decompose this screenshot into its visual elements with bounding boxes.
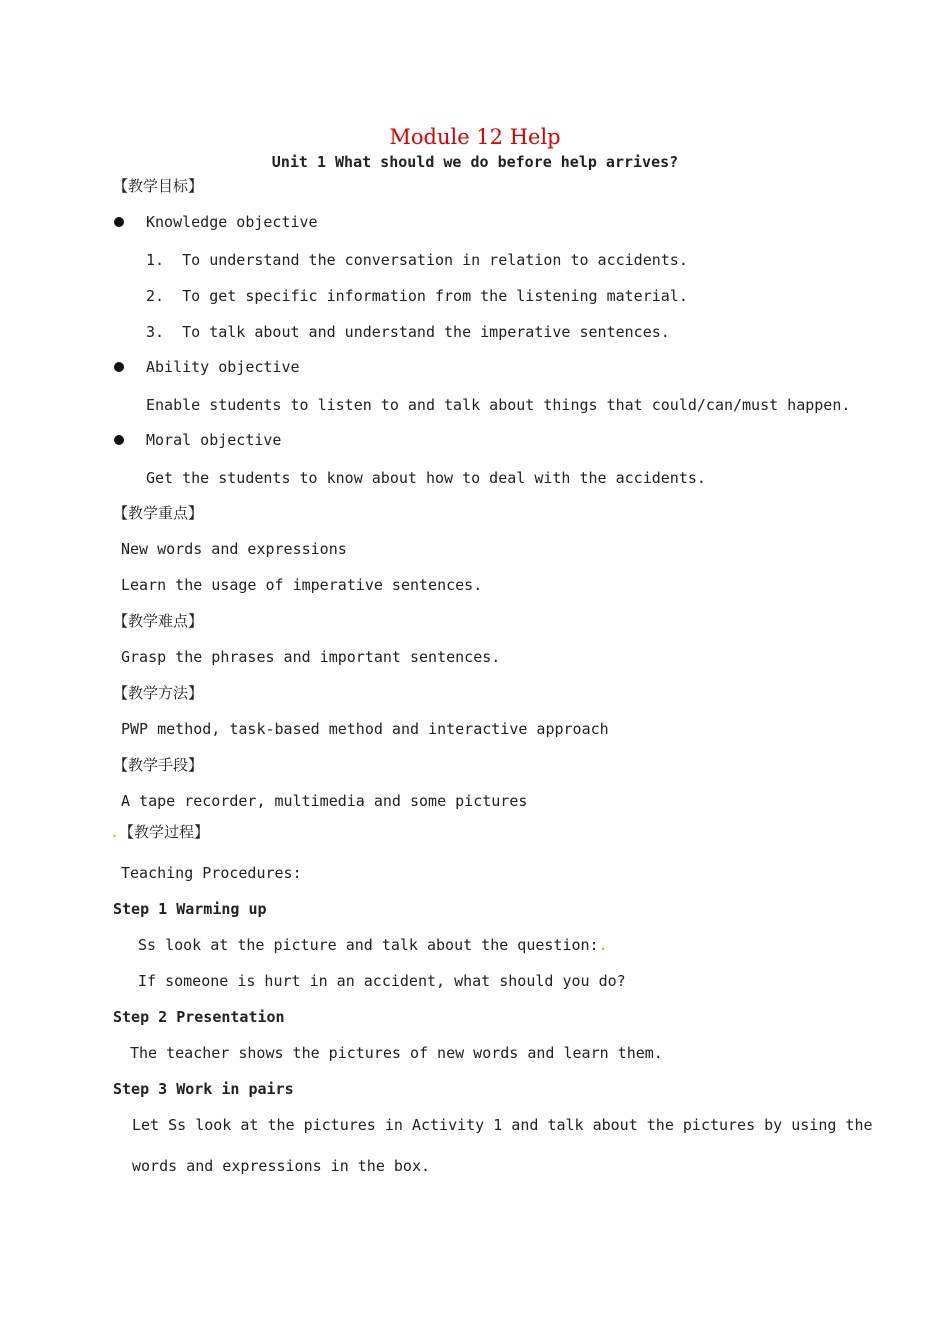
key-point: New words and expressions [121, 540, 347, 558]
key-points-heading: 【教学重点】 [113, 504, 204, 522]
difficult-points-heading: 【教学难点】 [113, 612, 204, 630]
ability-objective: Ability objective [146, 358, 300, 376]
knowledge-item: 1. To understand the conversation in relation to accidents. [146, 251, 688, 269]
method-text: PWP method, task-based method and interactive approach [121, 720, 609, 738]
process-heading: 【教学过程】 [119, 823, 210, 841]
page-title: Module 12 Help [389, 125, 561, 149]
page-subtitle: Unit 1 What should we do before help arrives? [271, 153, 679, 171]
moral-text: Get the students to know about how to deal with the accidents. [146, 469, 706, 487]
moral-objective: Moral objective [146, 431, 282, 449]
step-1-heading: Step 1 Warming up [113, 900, 267, 918]
difficult-point: Grasp the phrases and important sentences. [121, 648, 501, 666]
step-3-line: words and expressions in the box. [132, 1157, 431, 1175]
step-1-line-container [138, 936, 608, 954]
step-3-line: Let Ss look at the pictures in Activity 1 and talk about the pictures by using the [132, 1116, 873, 1134]
means-text: A tape recorder, multimedia and some pictures [121, 792, 528, 810]
knowledge-item: 3. To talk about and understand the imperative sentences. [146, 323, 670, 341]
objectives-heading: 【教学目标】 [113, 177, 204, 195]
mark-dot: . [110, 823, 120, 841]
step-3-heading: Step 3 Work in pairs [113, 1080, 294, 1098]
key-point: Learn the usage of imperative sentences. [121, 576, 483, 594]
bullet-icon [114, 362, 124, 372]
step-1-line: If someone is hurt in an accident, what should you do? [138, 972, 626, 990]
process-heading-line [110, 823, 209, 841]
knowledge-item: 2. To get specific information from the listening material. [146, 287, 688, 305]
bullet-icon [114, 217, 124, 227]
method-heading: 【教学方法】 [113, 684, 204, 702]
step-1-line: Ss look at the picture and talk about the question: [138, 936, 599, 954]
procedures-label: Teaching Procedures: [121, 864, 302, 882]
means-heading: 【教学手段】 [113, 756, 204, 774]
step-2-line: The teacher shows the pictures of new words and learn them. [130, 1044, 663, 1062]
mark-dot: . [598, 936, 608, 954]
step-2-heading: Step 2 Presentation [113, 1008, 285, 1026]
knowledge-objective: Knowledge objective [146, 213, 318, 231]
ability-text: Enable students to listen to and talk about things that could/can/must happen. [146, 396, 851, 414]
bullet-icon [114, 435, 124, 445]
